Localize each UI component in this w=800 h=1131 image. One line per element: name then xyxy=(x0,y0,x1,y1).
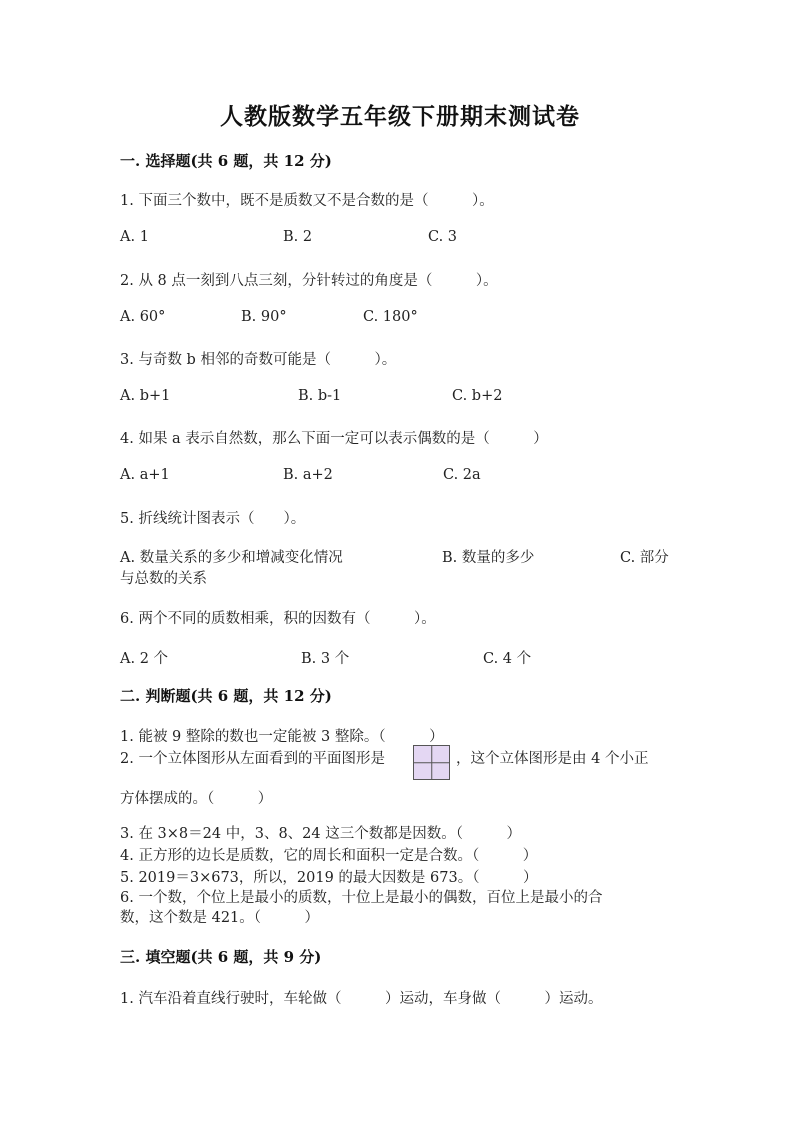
fill-blank-question-1: 1. 汽车沿着直线行驶时，车轮做（ ）运动，车身做（ ）运动。 xyxy=(120,991,603,1007)
option-b: B. b-1 xyxy=(298,388,342,404)
question-1-5: 5. 折线统计图表示（ ）。 xyxy=(120,511,306,527)
option-a: A. 数量关系的多少和增减变化情况 xyxy=(120,550,343,566)
option-c-continuation: 与总数的关系 xyxy=(120,571,207,587)
section-heading-choice: 一. 选择题(共 6 题，共 12 分) xyxy=(120,152,332,170)
judgement-item-2-part2: ，这个立体图形是由 4 个小正 xyxy=(456,751,649,767)
question-1-6: 6. 两个不同的质数相乘，积的因数有（ ）。 xyxy=(120,611,436,627)
judgement-item-5: 5. 2019＝3×673，所以，2019 的最大因数是 673。（ ） xyxy=(120,870,538,886)
judgement-item-2-part1: 2. 一个立体图形从左面看到的平面图形是 xyxy=(120,751,385,767)
option-a: A. a+1 xyxy=(120,467,170,483)
option-b: B. 数量的多少 xyxy=(442,550,535,566)
option-a: A. b+1 xyxy=(120,388,171,404)
section-heading-fill-blank: 三. 填空题(共 6 题，共 9 分) xyxy=(120,948,322,966)
option-b: B. a+2 xyxy=(283,467,333,483)
question-1-4: 4. 如果 a 表示自然数，那么下面一定可以表示偶数的是（ ） xyxy=(120,431,548,447)
judgement-item-6-line2: 数，这个数是 421。（ ） xyxy=(120,910,320,926)
section-heading-judgement: 二. 判断题(共 6 题，共 12 分) xyxy=(120,687,332,705)
option-a: A. 2 个 xyxy=(120,651,169,667)
judgement-item-2-part3: 方体摆成的。（ ） xyxy=(120,791,273,807)
judgement-item-1: 1. 能被 9 整除的数也一定能被 3 整除。（ ） xyxy=(120,729,444,745)
judgement-item-4: 4. 正方形的边长是质数，它的周长和面积一定是合数。（ ） xyxy=(120,848,538,864)
option-b: B. 2 xyxy=(283,229,313,245)
option-b: B. 90° xyxy=(241,309,287,325)
option-a: A. 60° xyxy=(120,309,166,325)
page-title: 人教版数学五年级下册期末测试卷 xyxy=(220,103,580,130)
question-1-3: 3. 与奇数 b 相邻的奇数可能是（ ）。 xyxy=(120,352,397,368)
option-c: C. 部分 xyxy=(620,550,669,566)
judgement-item-6-line1: 6. 一个数，个位上是最小的质数，十位上是最小的偶数，百位上是最小的合 xyxy=(120,890,603,906)
question-1-2: 2. 从 8 点一刻到八点三刻，分针转过的角度是（ ）。 xyxy=(120,273,498,289)
option-c: C. 180° xyxy=(363,309,418,325)
option-c: C. 3 xyxy=(428,229,458,245)
option-c: C. 2a xyxy=(443,467,481,483)
option-a: A. 1 xyxy=(120,229,149,245)
four-square-grid-icon xyxy=(413,745,450,780)
option-c: C. b+2 xyxy=(452,388,503,404)
option-c: C. 4 个 xyxy=(483,651,532,667)
question-1-1: 1. 下面三个数中，既不是质数又不是合数的是（ ）。 xyxy=(120,193,494,209)
option-b: B. 3 个 xyxy=(301,651,350,667)
judgement-item-3: 3. 在 3×8＝24 中，3、8、24 这三个数都是因数。（ ） xyxy=(120,826,521,842)
